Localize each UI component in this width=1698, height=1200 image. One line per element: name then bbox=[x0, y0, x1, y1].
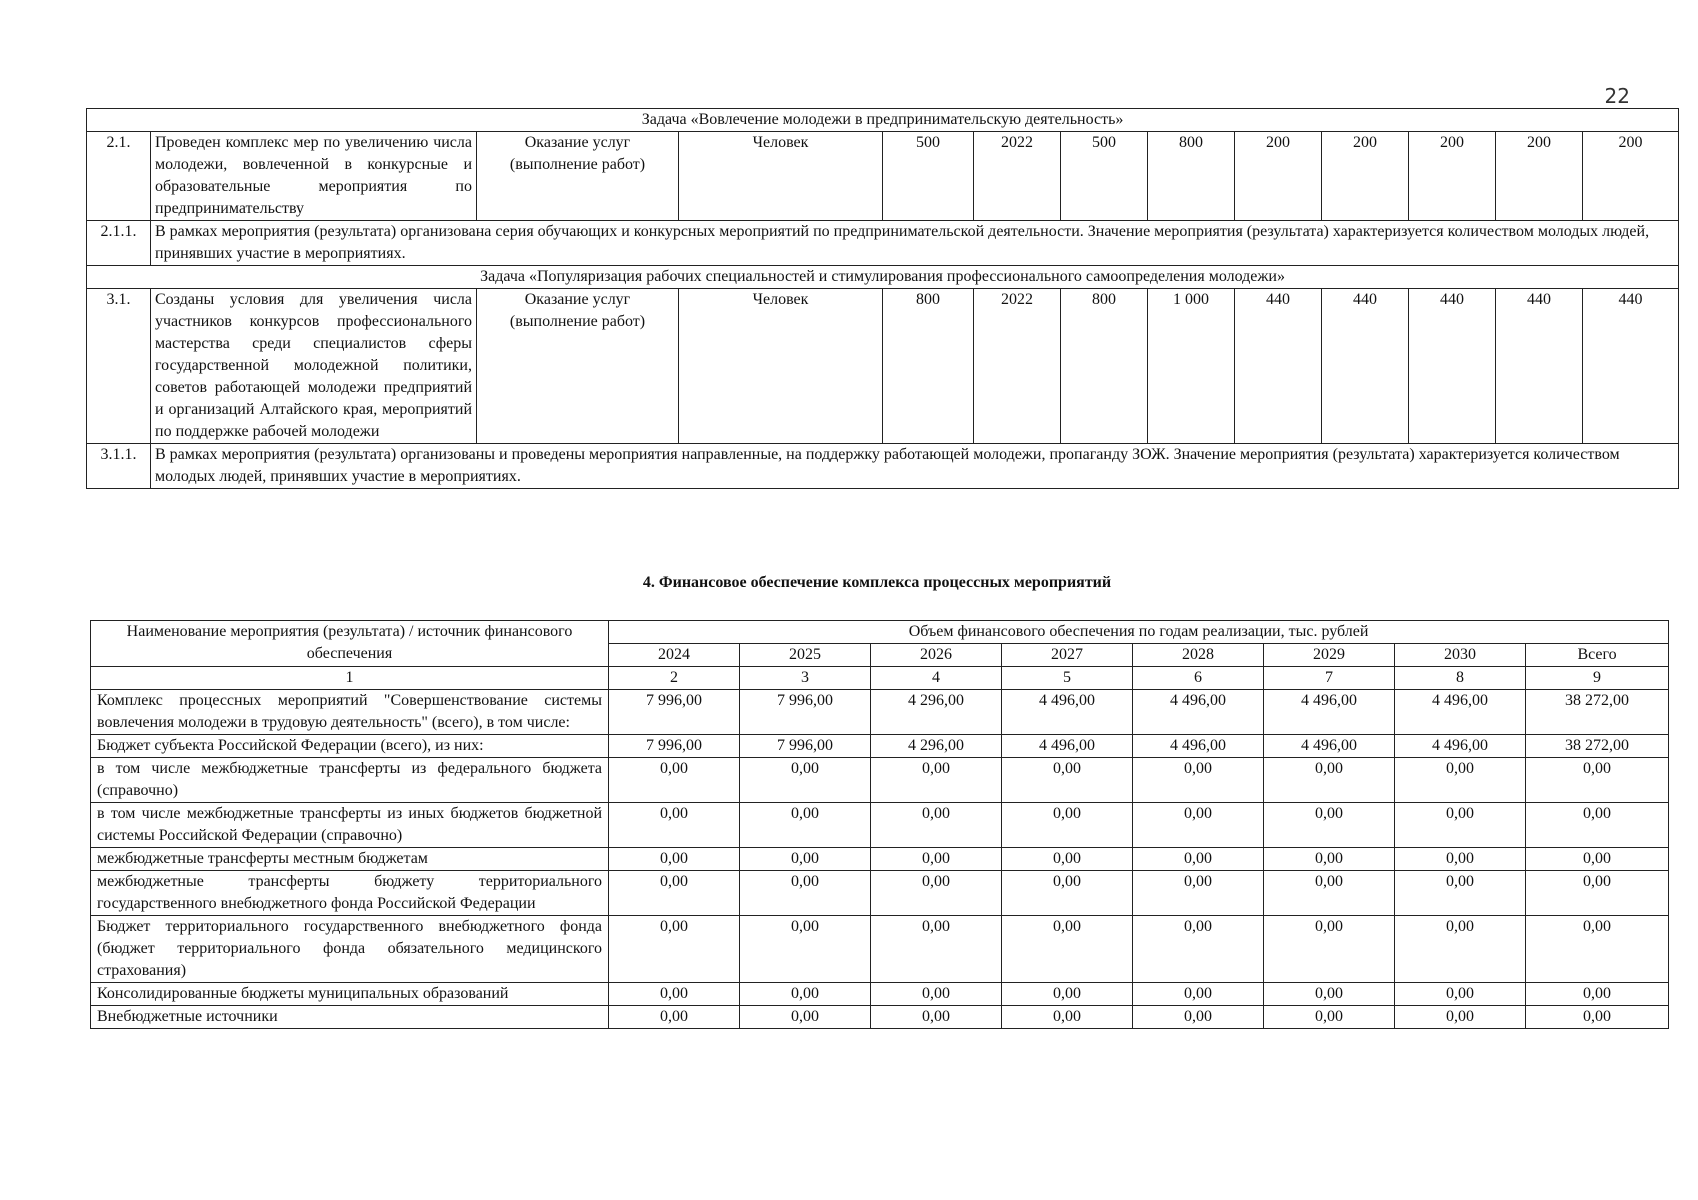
year-header: 2025 bbox=[740, 644, 871, 667]
table-cell: 2022 bbox=[974, 289, 1061, 444]
amount-cell: 4 496,00 bbox=[1264, 735, 1395, 758]
amount-cell: 0,00 bbox=[871, 803, 1002, 848]
source-name: Бюджет территориального государственного внебюджетного фонда (бюджет территориального фонда обязательного медицинского страхования) bbox=[91, 916, 609, 983]
amount-cell: 0,00 bbox=[1264, 848, 1395, 871]
table-row bbox=[87, 444, 1679, 489]
year-header: 2030 bbox=[1395, 644, 1526, 667]
table-cell: 200 bbox=[1583, 132, 1679, 221]
year-header: 2028 bbox=[1133, 644, 1264, 667]
amount-cell: 0,00 bbox=[871, 871, 1002, 916]
amount-cell: 38 272,00 bbox=[1526, 735, 1669, 758]
amount-cell: 0,00 bbox=[871, 916, 1002, 983]
amount-cell: 4 496,00 bbox=[1133, 735, 1264, 758]
table-row bbox=[91, 758, 1669, 803]
result-name: Проведен комплекс мер по увеличению числа молодежи, вовлеченной в конкурсные и образовательные мероприятия по предпринимательству bbox=[151, 132, 477, 221]
table-row bbox=[91, 735, 1669, 758]
table-row bbox=[87, 221, 1679, 266]
amount-cell: 0,00 bbox=[1264, 1006, 1395, 1029]
amount-cell: 0,00 bbox=[871, 1006, 1002, 1029]
amount-cell: 0,00 bbox=[1395, 1006, 1526, 1029]
amount-cell: 0,00 bbox=[1526, 758, 1669, 803]
amount-cell: 0,00 bbox=[1395, 916, 1526, 983]
table-cell: 200 bbox=[1409, 132, 1496, 221]
amount-cell: 0,00 bbox=[740, 848, 871, 871]
table-row bbox=[91, 690, 1669, 735]
table-row bbox=[91, 1006, 1669, 1029]
amount-cell: 0,00 bbox=[740, 871, 871, 916]
amount-cell: 0,00 bbox=[740, 758, 871, 803]
column-number: 6 bbox=[1133, 667, 1264, 690]
amount-cell: 4 296,00 bbox=[871, 735, 1002, 758]
amount-cell: 0,00 bbox=[1133, 803, 1264, 848]
table-cell: 440 bbox=[1583, 289, 1679, 444]
amount-cell: 4 496,00 bbox=[1002, 690, 1133, 735]
unit: Человек bbox=[679, 289, 883, 444]
source-name: Консолидированные бюджеты муниципальных образований bbox=[91, 983, 609, 1006]
header-volume: Объем финансового обеспечения по годам реализации, тыс. рублей bbox=[609, 621, 1669, 644]
amount-cell: 0,00 bbox=[1133, 871, 1264, 916]
table-cell: 440 bbox=[1409, 289, 1496, 444]
year-header: Всего bbox=[1526, 644, 1669, 667]
column-number: 9 bbox=[1526, 667, 1669, 690]
source-name: в том числе межбюджетные трансферты из иных бюджетов бюджетной системы Российской Федерации (справочно) bbox=[91, 803, 609, 848]
amount-cell: 0,00 bbox=[740, 803, 871, 848]
amount-cell: 0,00 bbox=[609, 758, 740, 803]
indicators-table bbox=[86, 108, 1679, 489]
page-number: 22 bbox=[1604, 84, 1630, 108]
amount-cell: 0,00 bbox=[1264, 983, 1395, 1006]
table-row bbox=[91, 803, 1669, 848]
amount-cell: 0,00 bbox=[609, 871, 740, 916]
amount-cell: 0,00 bbox=[871, 848, 1002, 871]
year-header: 2026 bbox=[871, 644, 1002, 667]
amount-cell: 0,00 bbox=[1133, 1006, 1264, 1029]
amount-cell: 0,00 bbox=[1002, 803, 1133, 848]
table-row bbox=[87, 289, 1679, 444]
amount-cell: 0,00 bbox=[1264, 803, 1395, 848]
amount-cell: 38 272,00 bbox=[1526, 690, 1669, 735]
amount-cell: 0,00 bbox=[871, 983, 1002, 1006]
column-number: 5 bbox=[1002, 667, 1133, 690]
table-row bbox=[91, 983, 1669, 1006]
column-number: 1 bbox=[91, 667, 609, 690]
amount-cell: 0,00 bbox=[1526, 848, 1669, 871]
column-number: 4 bbox=[871, 667, 1002, 690]
column-number: 8 bbox=[1395, 667, 1526, 690]
amount-cell: 0,00 bbox=[1133, 758, 1264, 803]
column-number: 2 bbox=[609, 667, 740, 690]
amount-cell: 0,00 bbox=[1526, 1006, 1669, 1029]
amount-cell: 0,00 bbox=[609, 848, 740, 871]
table-cell: 2022 bbox=[974, 132, 1061, 221]
amount-cell: 0,00 bbox=[609, 916, 740, 983]
amount-cell: 0,00 bbox=[1395, 983, 1526, 1006]
amount-cell: 0,00 bbox=[740, 916, 871, 983]
amount-cell: 4 496,00 bbox=[1264, 690, 1395, 735]
table-cell: 200 bbox=[1496, 132, 1583, 221]
table-cell: 440 bbox=[1235, 289, 1322, 444]
column-number: 3 bbox=[740, 667, 871, 690]
amount-cell: 7 996,00 bbox=[740, 735, 871, 758]
amount-cell: 0,00 bbox=[1264, 871, 1395, 916]
amount-cell: 0,00 bbox=[1526, 916, 1669, 983]
amount-cell: 0,00 bbox=[1133, 848, 1264, 871]
amount-cell: 0,00 bbox=[1395, 803, 1526, 848]
amount-cell: 0,00 bbox=[609, 803, 740, 848]
table-row bbox=[91, 916, 1669, 983]
table-cell: 440 bbox=[1496, 289, 1583, 444]
table-cell: 800 bbox=[883, 289, 974, 444]
result-type: Оказание услуг (выполнение работ) bbox=[477, 289, 679, 444]
amount-cell: 0,00 bbox=[1395, 871, 1526, 916]
amount-cell: 0,00 bbox=[871, 758, 1002, 803]
source-name: Комплекс процессных мероприятий "Совершенствование системы вовлечения молодежи в трудовую деятельность" (всего), в том числе: bbox=[91, 690, 609, 735]
amount-cell: 0,00 bbox=[1002, 1006, 1133, 1029]
table-row bbox=[87, 132, 1679, 221]
amount-cell: 0,00 bbox=[609, 1006, 740, 1029]
table-cell: 440 bbox=[1322, 289, 1409, 444]
table-cell: 200 bbox=[1235, 132, 1322, 221]
source-name: в том числе межбюджетные трансферты из федерального бюджета (справочно) bbox=[91, 758, 609, 803]
table-row bbox=[91, 871, 1669, 916]
amount-cell: 0,00 bbox=[740, 983, 871, 1006]
row-number: 2.1. bbox=[87, 132, 151, 221]
amount-cell: 0,00 bbox=[1526, 983, 1669, 1006]
amount-cell: 0,00 bbox=[1133, 983, 1264, 1006]
amount-cell: 0,00 bbox=[1526, 871, 1669, 916]
amount-cell: 4 496,00 bbox=[1002, 735, 1133, 758]
result-type: Оказание услуг (выполнение работ) bbox=[477, 132, 679, 221]
year-header: 2029 bbox=[1264, 644, 1395, 667]
section-title: 4. Финансовое обеспечение комплекса процессных мероприятий bbox=[642, 574, 1112, 591]
amount-cell: 7 996,00 bbox=[740, 690, 871, 735]
result-description: В рамках мероприятия (результата) организована серия обучающих и конкурсных мероприятий по предпринимательской деятельности. Значение мероприятия (результата) характеризуется количеством молодых людей, принявших участие в мероприятиях. bbox=[151, 221, 1679, 266]
column-number: 7 bbox=[1264, 667, 1395, 690]
task-heading: Задача «Популяризация рабочих специальностей и стимулирования профессионального самоопределения молодежи» bbox=[87, 266, 1679, 289]
source-name: Бюджет субъекта Российской Федерации (всего), из них: bbox=[91, 735, 609, 758]
source-name: межбюджетные трансферты местным бюджетам bbox=[91, 848, 609, 871]
table-cell: 500 bbox=[883, 132, 974, 221]
year-header: 2027 bbox=[1002, 644, 1133, 667]
amount-cell: 0,00 bbox=[1264, 758, 1395, 803]
amount-cell: 0,00 bbox=[1002, 848, 1133, 871]
amount-cell: 0,00 bbox=[1395, 848, 1526, 871]
amount-cell: 7 996,00 bbox=[609, 735, 740, 758]
amount-cell: 0,00 bbox=[1264, 916, 1395, 983]
unit: Человек bbox=[679, 132, 883, 221]
amount-cell: 0,00 bbox=[1395, 758, 1526, 803]
amount-cell: 4 496,00 bbox=[1395, 735, 1526, 758]
table-cell: 800 bbox=[1061, 289, 1148, 444]
table-cell: 500 bbox=[1061, 132, 1148, 221]
table-cell: 800 bbox=[1148, 132, 1235, 221]
source-name: Внебюджетные источники bbox=[91, 1006, 609, 1029]
table-cell: 1 000 bbox=[1148, 289, 1235, 444]
amount-cell: 0,00 bbox=[1526, 803, 1669, 848]
amount-cell: 0,00 bbox=[1002, 983, 1133, 1006]
row-number: 2.1.1. bbox=[87, 221, 151, 266]
amount-cell: 4 496,00 bbox=[1133, 690, 1264, 735]
amount-cell: 0,00 bbox=[740, 1006, 871, 1029]
financial-table bbox=[90, 620, 1669, 1029]
row-number: 3.1.1. bbox=[87, 444, 151, 489]
task-heading: Задача «Вовлечение молодежи в предпринимательскую деятельность» bbox=[87, 109, 1679, 132]
row-number: 3.1. bbox=[87, 289, 151, 444]
result-description: В рамках мероприятия (результата) организованы и проведены мероприятия направленные, на поддержку работающей молодежи, пропаганду ЗОЖ. Значение мероприятия (результата) характеризуется количеством молодых людей, принявших участие в мероприятиях. bbox=[151, 444, 1679, 489]
result-name: Созданы условия для увеличения числа участников конкурсов профессионального мастерства среди специалистов сферы государственной молодежной политики, советов работающей молодежи предприятий и организаций Алтайского края, мероприятий по поддержке рабочей молодежи bbox=[151, 289, 477, 444]
amount-cell: 0,00 bbox=[1002, 758, 1133, 803]
amount-cell: 0,00 bbox=[1002, 916, 1133, 983]
amount-cell: 0,00 bbox=[1133, 916, 1264, 983]
amount-cell: 4 296,00 bbox=[871, 690, 1002, 735]
amount-cell: 0,00 bbox=[1002, 871, 1133, 916]
amount-cell: 0,00 bbox=[609, 983, 740, 1006]
amount-cell: 4 496,00 bbox=[1395, 690, 1526, 735]
table-cell: 200 bbox=[1322, 132, 1409, 221]
header-name: Наименование мероприятия (результата) / источник финансового обеспечения bbox=[91, 621, 609, 667]
year-header: 2024 bbox=[609, 644, 740, 667]
table-row bbox=[91, 848, 1669, 871]
source-name: межбюджетные трансферты бюджету территориального государственного внебюджетного фонда Российской Федерации bbox=[91, 871, 609, 916]
amount-cell: 7 996,00 bbox=[609, 690, 740, 735]
